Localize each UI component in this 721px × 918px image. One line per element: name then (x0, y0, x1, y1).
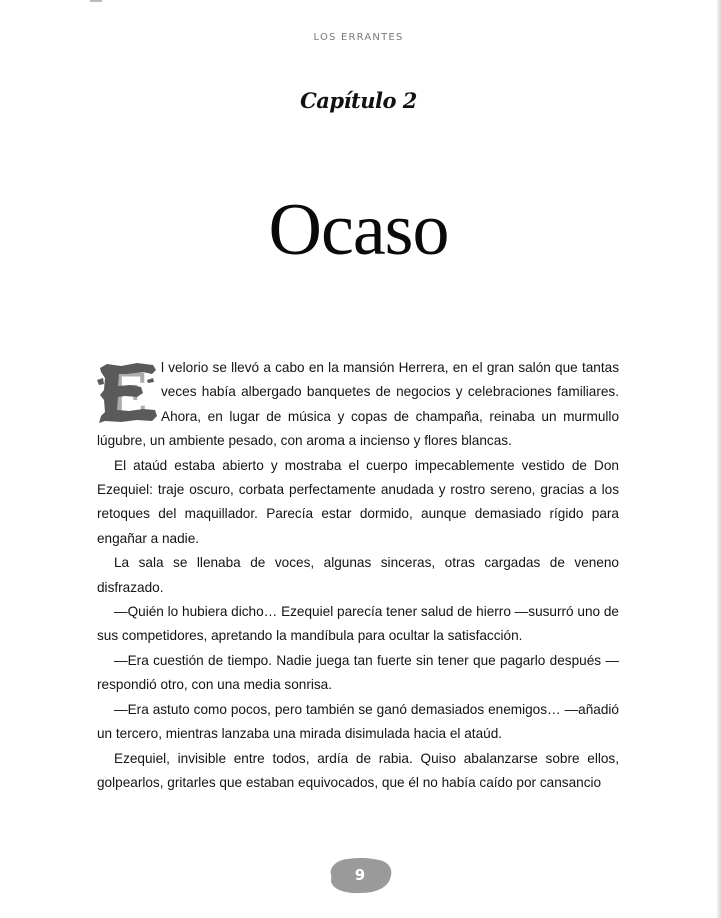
paragraph: El ataúd estaba abierto y mostraba el cuerpo impecablemente vestido de Don Ezequiel: traje oscuro, corbata perfectamente anudada y rostro sereno, gracias a los retoques del maquillador. Parecía estar dormido, aunque demasiado rígido para engañar a nadie. (97, 457, 619, 546)
drop-cap (97, 360, 157, 426)
page-number: 9 (354, 866, 366, 884)
chapter-label: Capítulo 2 (300, 88, 417, 113)
page-edge-shadow (717, 0, 721, 918)
paragraph: —Quién lo hubiera dicho… Ezequiel parecía tener salud de hierro —susurró uno de sus competidores, apretando la mandíbula para ocultar la satisfacción. (97, 604, 619, 644)
running-header: LOS ERRANTES (313, 32, 404, 43)
paragraph: l velorio se llevó a cabo en la mansión Herrera, en el gran salón que tantas veces había albergado banquetes de negocios y celebraciones familiares. Ahora, en lugar de música y copas de champaña, reinaba un murmullo lúgubre, un ambiente pesado, con aroma a incienso y flores blancas. (97, 360, 619, 449)
paragraph: —Era cuestión de tiempo. Nadie juega tan fuerte sin tener que pagarlo después —respondió otro, con una media sonrisa. (97, 652, 619, 693)
chapter-title: Ocaso (268, 189, 449, 271)
drop-cap-letter: E (102, 361, 148, 426)
paragraph: La sala se llenaba de voces, algunas sinceras, otras cargadas de veneno disfrazado. (97, 555, 619, 595)
paragraph: —Era astuto como pocos, pero también se ganó demasiados enemigos… —añadió un tercero, mientras lanzaba una mirada disimulada hacia el ataúd. (97, 701, 619, 742)
corner-mark (90, 0, 102, 2)
body-text (97, 356, 619, 795)
paragraph: Ezequiel, invisible entre todos, ardía de rabia. Quiso abalanzarse sobre ellos, golpearlos, gritarles que estaban equivocados, que él no había caído por cansancio (97, 750, 619, 790)
